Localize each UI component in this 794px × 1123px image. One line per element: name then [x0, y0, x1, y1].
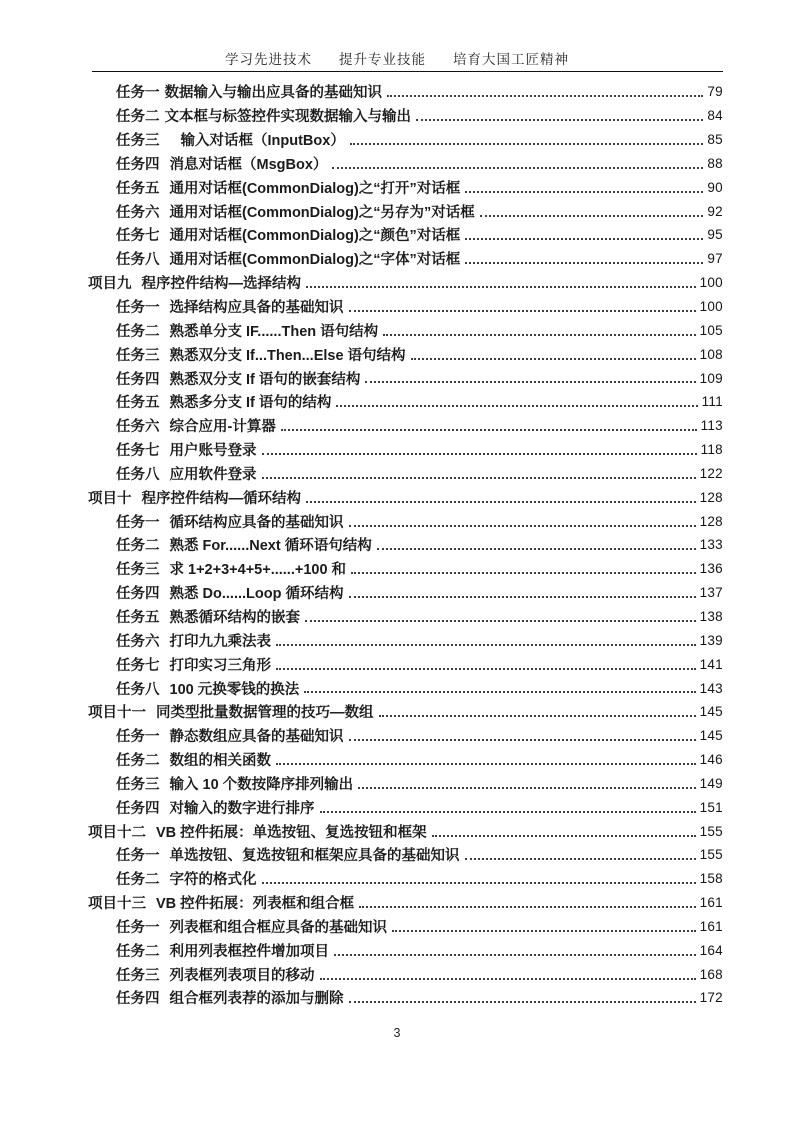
toc-entry-task [88, 438, 723, 462]
toc-page-number: 118 [700, 442, 723, 458]
toc-dot-leader [349, 525, 696, 527]
toc-dot-leader [262, 882, 696, 884]
toc-entry-task [88, 628, 723, 652]
toc-dot-leader [392, 930, 696, 932]
toc-entry-task [88, 390, 723, 414]
toc-dot-leader [416, 119, 703, 121]
toc-page-number: 164 [699, 942, 723, 958]
page-header [0, 48, 794, 68]
toc-page-number: 143 [699, 680, 723, 696]
toc-entry-task [88, 462, 723, 486]
toc-entry-project [88, 891, 723, 915]
toc-dot-leader [262, 477, 696, 479]
toc-dot-leader [359, 906, 695, 908]
toc-page-number: 128 [699, 489, 723, 505]
toc-dot-leader [351, 572, 696, 574]
toc-entry-label: 任务六 [116, 419, 160, 436]
toc-entry-label: 任务一 [116, 848, 160, 865]
toc-dot-leader [336, 405, 697, 407]
toc-entry-label: 任务二 [116, 538, 160, 555]
toc-entry-task [88, 938, 723, 962]
toc-entry-label: 任务三 [116, 347, 160, 364]
toc-entry-label: 任务八 [116, 681, 160, 698]
toc-dot-leader [379, 715, 696, 717]
toc-dot-leader [383, 334, 695, 336]
toc-dot-leader [332, 167, 703, 169]
toc-entry-title: 打印实习三角形 [169, 657, 271, 674]
toc-entry-label: 任务四 [116, 800, 160, 817]
toc-entry-label: 项目十 [88, 490, 132, 507]
toc-entry-task [88, 318, 723, 342]
toc-entry-title: 对输入的数字进行排序 [169, 800, 315, 817]
toc-dot-leader [304, 691, 695, 693]
toc-entry-title: 熟悉双分支 If...Then...Else 语句结构 [169, 347, 406, 364]
toc-entry-label: 任务四 [116, 371, 160, 388]
toc-dot-leader [276, 644, 696, 646]
toc-entry-task [88, 581, 723, 605]
toc-page-number: 133 [699, 537, 723, 553]
toc-page-number: 84 [707, 108, 723, 124]
toc-entry-task [88, 748, 723, 772]
toc-page-number: 128 [699, 513, 723, 529]
toc-entry-title: 熟悉 For......Next 循环语句结构 [169, 538, 372, 555]
toc-entry-label: 任务三 [116, 776, 160, 793]
toc-entry-task [88, 199, 723, 223]
toc-entry-label: 任务二 [116, 943, 160, 960]
toc-dot-leader [349, 310, 696, 312]
toc-entry-task [88, 676, 723, 700]
toc-entry-label: 项目九 [88, 276, 132, 293]
toc-entry-label: 任务五 [116, 395, 160, 412]
toc-entry-task [88, 533, 723, 557]
toc-dot-leader [276, 668, 696, 670]
toc-page-number: 113 [700, 418, 723, 434]
toc-entry-task [88, 223, 723, 247]
toc-entry-project [88, 819, 723, 843]
toc-page-number: 141 [699, 656, 723, 672]
toc-page-number: 137 [699, 585, 723, 601]
toc-entry-title: 数组的相关函数 [169, 753, 271, 770]
toc-entry-title: 应用软件登录 [169, 466, 257, 483]
toc-entry-task [88, 986, 723, 1010]
toc-entry-label: 任务七 [116, 443, 160, 460]
toc-page-number: 97 [707, 251, 723, 267]
toc-page-number: 79 [707, 84, 723, 100]
toc-entry-title: 求 1+2+3+4+5+......+100 和 [169, 562, 347, 579]
toc-entry-task [88, 128, 723, 152]
toc-entry-task [88, 724, 723, 748]
toc-entry-title: 通用对话框(CommonDialog)之“打开”对话框 [169, 180, 461, 197]
toc-entry-title: 熟悉循环结构的嵌套 [169, 609, 300, 626]
toc-page-number: 161 [699, 895, 723, 911]
toc-dot-leader [465, 238, 703, 240]
toc-page-number: 90 [707, 179, 723, 195]
toc-page-number: 85 [707, 132, 723, 148]
toc-entry-title: 通用对话框(CommonDialog)之“另存为”对话框 [169, 204, 475, 221]
toc-page-number: 88 [707, 155, 723, 171]
toc-entry-label: 任务二 [116, 323, 160, 340]
toc-dot-leader [349, 1001, 696, 1003]
toc-entry-title: 输入 10 个数按降序排列输出 [169, 776, 354, 793]
toc-entry-project [88, 485, 723, 509]
toc-entry-label: 任务一 [116, 514, 160, 531]
toc-entry-title: 循环结构应具备的基础知识 [169, 514, 344, 531]
toc-dot-leader [480, 215, 704, 217]
toc-entry-task [88, 771, 723, 795]
toc-entry-title: 单选按钮、复选按钮和框架应具备的基础知识 [169, 848, 460, 865]
toc-entry-title: VB 控件拓展：单选按钮、复选按钮和框架 [156, 824, 427, 841]
toc-page-number: 151 [699, 799, 723, 815]
toc-dot-leader [320, 978, 696, 980]
toc-dot-leader [305, 620, 696, 622]
toc-dot-leader [334, 954, 696, 956]
toc-page-number: 155 [699, 847, 723, 863]
toc-entry-task [88, 342, 723, 366]
toc-page-number: 155 [699, 823, 723, 839]
toc-entry-title: 综合应用-计算器 [169, 419, 276, 436]
toc-entry-label: 任务二 [116, 872, 160, 889]
toc-entry-task [88, 414, 723, 438]
toc-entry-label: 任务一 [116, 729, 160, 746]
toc-dot-leader [465, 262, 703, 264]
toc-entry-title: 文本框与标签控件实现数据输入与输出 [164, 109, 411, 126]
toc-dot-leader [365, 381, 695, 383]
toc-dot-leader [281, 429, 697, 431]
toc-dot-leader [349, 739, 696, 741]
toc-entry-task [88, 795, 723, 819]
header-slogan: 学习先进技术 [225, 52, 312, 67]
toc-entry-label: 任务一 [116, 300, 160, 317]
toc-dot-leader [306, 501, 696, 503]
toc-dot-leader [349, 596, 696, 598]
toc-dot-leader [377, 548, 696, 550]
toc-dot-leader [411, 358, 696, 360]
toc-dot-leader [432, 835, 696, 837]
toc-entry-title: 静态数组应具备的基础知识 [169, 729, 344, 746]
toc-entry-title: 熟悉双分支 If 语句的嵌套结构 [169, 371, 361, 388]
toc-entry-title: 程序控件结构—选择结构 [141, 276, 301, 293]
toc-page-number: 139 [699, 632, 723, 648]
toc-entry-label: 任务三 [116, 133, 160, 150]
toc-entry-title: 列表框列表项目的移动 [169, 967, 315, 984]
toc-entry-task [88, 915, 723, 939]
toc-entry-project [88, 700, 723, 724]
toc-page-number: 145 [699, 704, 723, 720]
toc-entry-title: 通用对话框(CommonDialog)之“颜色”对话框 [169, 228, 461, 245]
toc-entry-title: 100 元换零钱的换法 [169, 681, 300, 698]
toc-dot-leader [465, 858, 696, 860]
toc-entry-title: 用户账号登录 [169, 443, 257, 460]
toc-page-number: 136 [699, 561, 723, 577]
toc-entry-label: 任务一 [116, 919, 160, 936]
toc-entry-title: 输入对话框（InputBox） [180, 133, 345, 150]
toc-dot-leader [306, 286, 696, 288]
toc-entry-title: 数据输入与输出应具备的基础知识 [164, 85, 382, 102]
toc-entry-title: 字符的格式化 [169, 872, 257, 889]
table-of-contents [88, 80, 723, 1010]
footer-page-number: 3 [393, 1026, 401, 1040]
toc-entry-task [88, 652, 723, 676]
toc-page-number: 100 [699, 275, 723, 291]
toc-entry-label: 任务三 [116, 562, 160, 579]
toc-entry-task [88, 867, 723, 891]
header-slogan: 培育大国工匠精神 [453, 52, 569, 67]
toc-entry-title: 选择结构应具备的基础知识 [169, 300, 344, 317]
toc-entry-label: 任务二 [116, 109, 160, 126]
toc-entry-label: 任务七 [116, 228, 160, 245]
toc-entry-task [88, 80, 723, 104]
toc-page-number: 146 [699, 752, 723, 768]
toc-entry-task [88, 152, 723, 176]
toc-entry-task [88, 843, 723, 867]
toc-dot-leader [276, 763, 696, 765]
toc-page-number: 122 [699, 465, 723, 481]
toc-page-number: 92 [707, 203, 723, 219]
toc-entry-label: 任务六 [116, 204, 160, 221]
toc-entry-task [88, 295, 723, 319]
toc-dot-leader [358, 787, 695, 789]
toc-page-number: 105 [699, 322, 723, 338]
toc-entry-label: 任务八 [116, 252, 160, 269]
toc-entry-task [88, 509, 723, 533]
toc-page-number: 111 [701, 394, 723, 410]
toc-page-number: 172 [699, 990, 723, 1006]
toc-entry-label: 任务三 [116, 967, 160, 984]
toc-entry-project [88, 271, 723, 295]
toc-entry-task [88, 962, 723, 986]
toc-entry-title: 列表框和组合框应具备的基础知识 [169, 919, 387, 936]
toc-entry-label: 任务二 [116, 753, 160, 770]
toc-dot-leader [262, 453, 697, 455]
toc-entry-label: 任务四 [116, 991, 160, 1008]
toc-entry-label: 项目十二 [88, 824, 146, 841]
toc-entry-label: 项目十一 [88, 705, 146, 722]
toc-page-number: 158 [699, 871, 723, 887]
toc-entry-task [88, 366, 723, 390]
toc-page-number: 149 [699, 775, 723, 791]
toc-entry-title: 熟悉 Do......Loop 循环结构 [169, 586, 344, 603]
toc-entry-title: 同类型批量数据管理的技巧—数组 [156, 705, 374, 722]
toc-entry-task [88, 247, 723, 271]
toc-entry-label: 任务五 [116, 180, 160, 197]
toc-page-number: 108 [699, 346, 723, 362]
toc-entry-title: 利用列表框控件增加项目 [169, 943, 329, 960]
header-rule [92, 71, 723, 72]
toc-entry-task [88, 605, 723, 629]
toc-entry-label: 任务一 [116, 85, 160, 102]
page-footer [0, 1026, 794, 1040]
toc-entry-task [88, 175, 723, 199]
toc-page-number: 168 [699, 966, 723, 982]
toc-page-number: 109 [699, 370, 723, 386]
toc-entry-title: 通用对话框(CommonDialog)之“字体”对话框 [169, 252, 461, 269]
toc-page-number: 100 [699, 299, 723, 315]
toc-entry-title: VB 控件拓展：列表框和组合框 [156, 896, 355, 913]
toc-dot-leader [320, 811, 696, 813]
toc-entry-label: 任务六 [116, 633, 160, 650]
toc-dot-leader [350, 143, 704, 145]
toc-entry-title: 打印九九乘法表 [169, 633, 271, 650]
toc-entry-title: 熟悉单分支 IF......Then 语句结构 [169, 323, 379, 340]
toc-dot-leader [465, 191, 703, 193]
toc-entry-label: 项目十三 [88, 896, 146, 913]
toc-entry-task [88, 104, 723, 128]
toc-page-number: 95 [707, 227, 723, 243]
toc-entry-label: 任务七 [116, 657, 160, 674]
toc-page-number: 138 [699, 608, 723, 624]
toc-dot-leader [387, 95, 703, 97]
toc-entry-title: 程序控件结构—循环结构 [141, 490, 301, 507]
toc-entry-label: 任务四 [116, 586, 160, 603]
toc-page-number: 161 [699, 918, 723, 934]
toc-entry-title: 熟悉多分支 If 语句的结构 [169, 395, 332, 412]
toc-entry-label: 任务五 [116, 609, 160, 626]
toc-entry-title: 组合框列表荐的添加与删除 [169, 991, 344, 1008]
toc-entry-task [88, 557, 723, 581]
header-slogan: 提升专业技能 [339, 52, 426, 67]
toc-entry-title: 消息对话框（MsgBox） [169, 156, 328, 173]
toc-entry-label: 任务四 [116, 156, 160, 173]
toc-page-number: 145 [699, 728, 723, 744]
toc-entry-label: 任务八 [116, 466, 160, 483]
